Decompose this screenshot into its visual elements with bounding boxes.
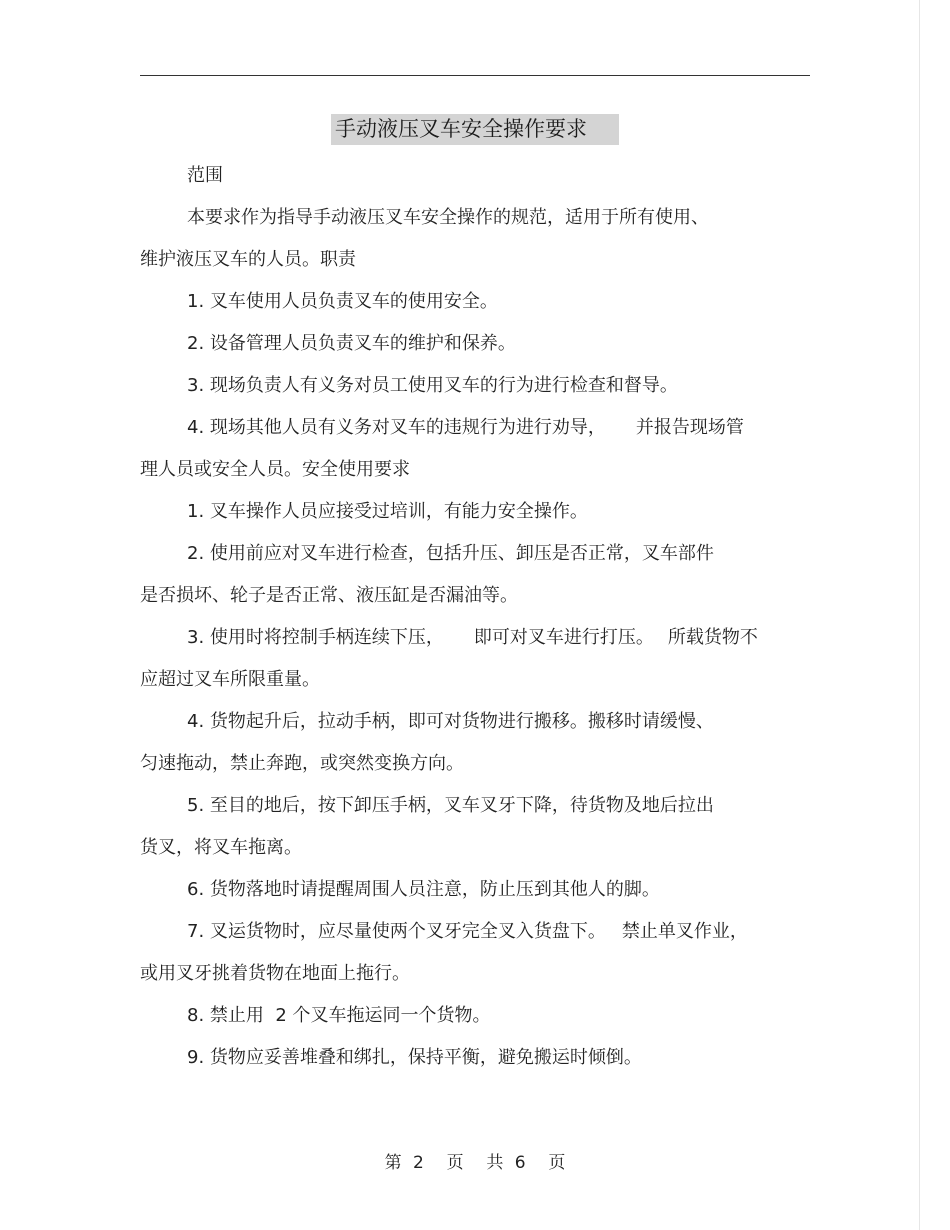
rule-item-7-part-2: 禁止单叉作业， — [621, 921, 748, 942]
section-heading-scope: 范围 — [187, 165, 223, 186]
rule-item-3-line-2: 应超过叉车所限重量。 — [140, 669, 320, 690]
document-title: 手动液压叉车安全操作要求 — [331, 114, 619, 145]
duty-item-4-part-2: 并报告现场管 — [635, 417, 744, 438]
document-body — [140, 155, 810, 1079]
rule-item-7-line-1 — [140, 911, 810, 953]
rule-item-1: 1. 叉车操作人员应接受过培训，有能力安全操作。 — [187, 501, 588, 522]
rule-item-2-line-1: 2. 使用前应对叉车进行检查，包括升压、卸压是否正常，叉车部件 — [187, 543, 714, 564]
rule-item-3-part-2: 即可对叉车进行打压。 — [473, 627, 654, 648]
header-rule — [140, 75, 810, 76]
duty-item-1: 1. 叉车使用人员负责叉车的使用安全。 — [187, 291, 498, 312]
rule-item-4-line-1: 4. 货物起升后，拉动手柄，即可对货物进行搬移。搬移时请缓慢、 — [187, 711, 714, 732]
rule-item-5-line-2: 货叉，将叉车拖离。 — [140, 837, 302, 858]
duty-item-2: 2. 设备管理人员负责叉车的维护和保养。 — [187, 333, 516, 354]
duty-item-4-line-1 — [140, 407, 810, 449]
rule-item-3-line-1 — [140, 617, 810, 659]
rule-item-8: 8. 禁止用 2 个叉车拖运同一个货物。 — [187, 1005, 491, 1026]
page-number-footer: 第 2 页 共 6 页 — [384, 1153, 566, 1173]
rule-item-4-line-2: 匀速拖动，禁止奔跑，或突然变换方向。 — [140, 753, 464, 774]
rule-item-7-line-2: 或用叉牙挑着货物在地面上拖行。 — [140, 963, 410, 984]
scope-text-line-2: 维护液压叉车的人员。职责 — [140, 249, 356, 270]
rule-item-3-part-3: 所载货物不 — [667, 627, 758, 648]
rule-item-2-line-2: 是否损坏、轮子是否正常、液压缸是否漏油等。 — [140, 585, 518, 606]
rule-item-7-part-1: 7. 叉运货物时，应尽量使两个叉牙完全叉入货盘下。 — [187, 921, 606, 942]
rule-item-6: 6. 货物落地时请提醒周围人员注意，防止压到其他人的脚。 — [187, 879, 660, 900]
duty-item-4-part-1: 4. 现场其他人员有义务对叉车的违规行为进行劝导， — [187, 417, 606, 438]
duty-item-3: 3. 现场负责人有义务对员工使用叉车的行为进行检查和督导。 — [187, 375, 678, 396]
rule-item-3-part-1: 3. 使用时将控制手柄连续下压， — [187, 627, 444, 648]
rule-item-9: 9. 货物应妥善堆叠和绑扎，保持平衡，避免搬运时倾倒。 — [187, 1047, 642, 1068]
page-edge-divider — [919, 0, 920, 1230]
duty-item-4-line-2: 理人员或安全人员。安全使用要求 — [140, 459, 410, 480]
scope-text-line-1: 本要求作为指导手动液压叉车安全操作的规范，适用于所有使用、 — [187, 207, 709, 228]
rule-item-5-line-1: 5. 至目的地后，按下卸压手柄，叉车叉牙下降，待货物及地后拉出 — [187, 795, 714, 816]
title-container — [0, 114, 950, 145]
